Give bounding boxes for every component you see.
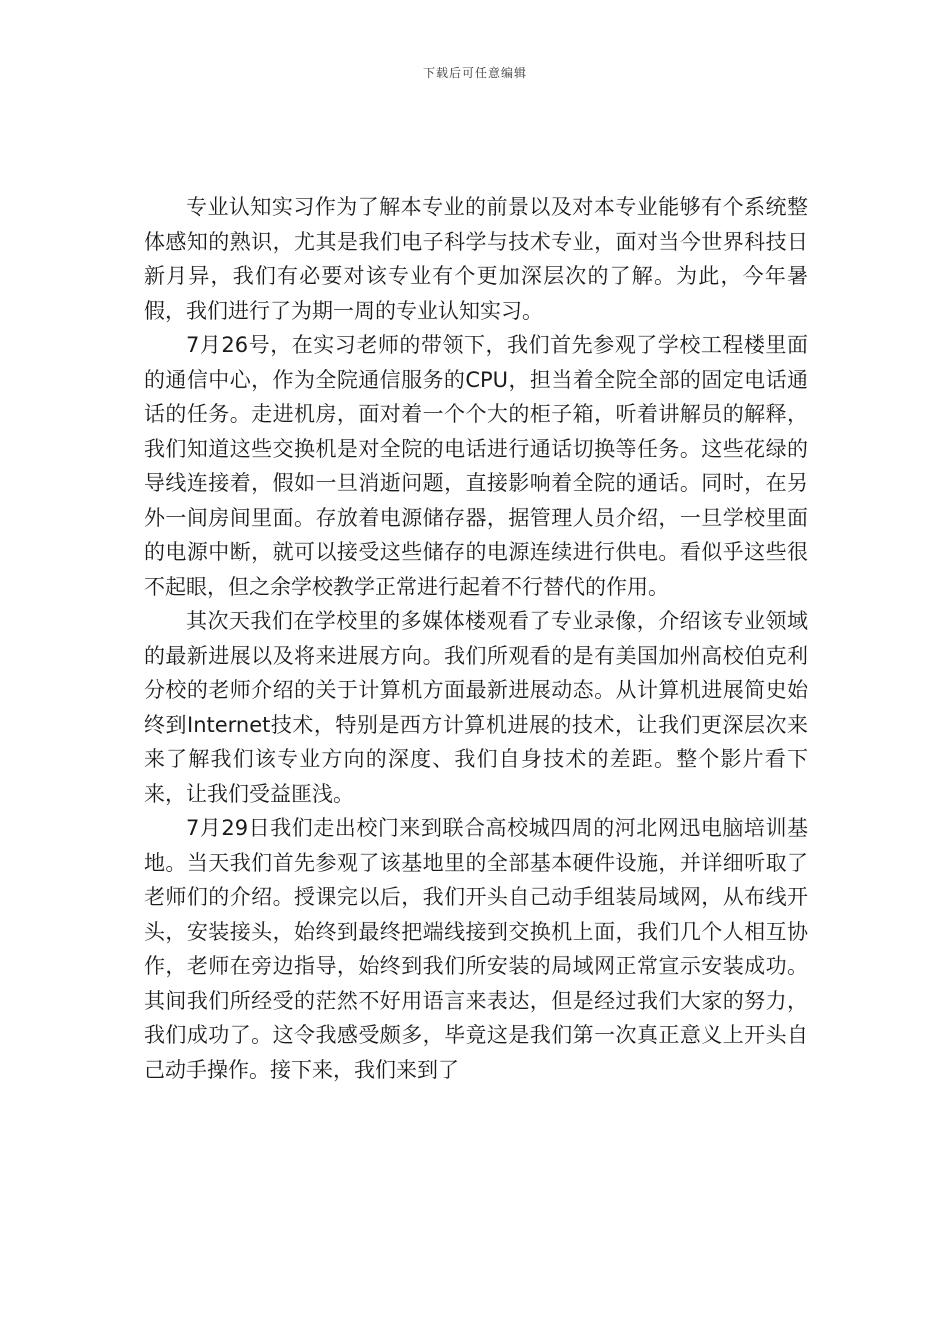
- paragraph-second-day: 其次天我们在学校里的多媒体楼观看了专业录像，介绍该专业领域的最新进展以及将来进展方向。我们所观看的是有美国加州高校伯克利分校的老师介绍的关于计算机方面最新进展动态。从计算机进展简史始终到Internet技术，特别是西方计算机进展的技术，让我们更深层次来来了解我们该专业方向的深度、我们自身技术的差距。整个影片看下来，让我们受益匪浅。: [144, 609, 808, 806]
- paragraph-intro: 专业认知实习作为了解本专业的前景以及对本专业能够有个系统整体感知的熟识，尤其是我们电子科学与技术专业，面对当今世界科技日新月异，我们有必要对该专业有个更加深层次的了解。为此，今年暑假，我们进行了为期一周的专业认知实习。: [144, 195, 808, 323]
- paragraph-july-29: 7月29日我们走出校门来到联合高校城四周的河北网迅电脑培训基地。当天我们首先参观了该基地里的全部基本硬件设施，并详细听取了老师们的介绍。授课完以后，我们开头自己动手组装局域网，从布线开头，安装接头，始终到最终把端线接到交换机上面，我们几个人相互协作，老师在旁边指导，始终到我们所安装的局域网正常宣示安装成功。其间我们所经受的茫然不好用语言来表达，但是经过我们大家的努力，我们成功了。这令我感受颇多，毕竟这是我们第一次真正意义上开头自己动手操作。接下来，我们来到了: [144, 816, 808, 1082]
- document-body: [144, 190, 808, 1087]
- paragraph-july-26: 7月26号，在实习老师的带领下，我们首先参观了学校工程楼里面的通信中心，作为全院通信服务的CPU，担当着全院全部的固定电话通话的任务。走进机房，面对着一个个大的柜子箱，听着讲解员的解释，我们知道这些交换机是对全院的电话进行通话切换等任务。这些花绿的导线连接着，假如一旦消逝问题，直接影响着全院的通话。同时，在另外一间房间里面。存放着电源储存器，据管理人员介绍，一旦学校里面的电源中断，就可以接受这些储存的电源连续进行供电。看似乎这些很不起眼，但之余学校教学正常进行起着不行替代的作用。: [144, 333, 808, 599]
- header-note: 下载后可任意编辑: [422, 66, 527, 80]
